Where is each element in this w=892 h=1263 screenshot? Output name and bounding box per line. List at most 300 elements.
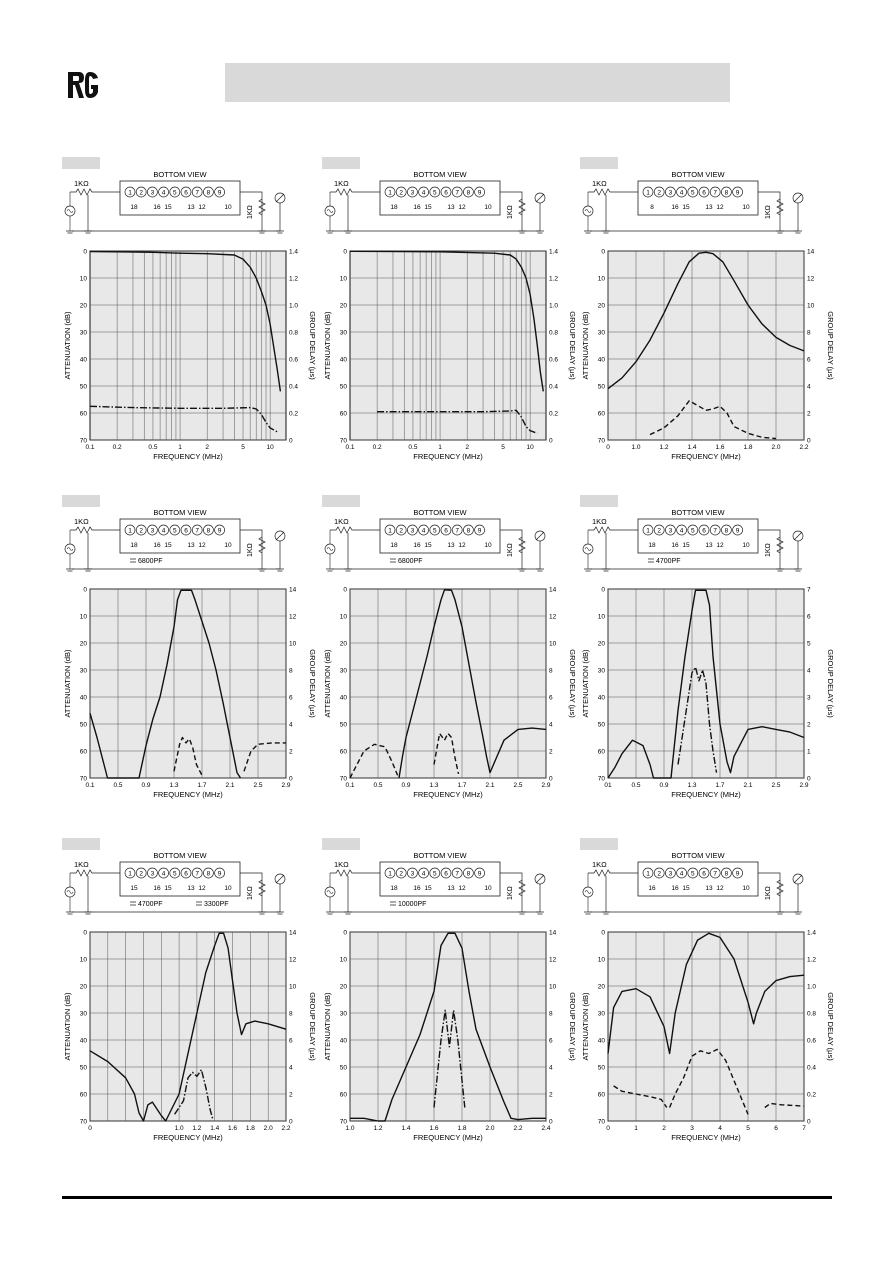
ground-icon [602, 569, 610, 571]
ground-icon [518, 569, 526, 571]
y-tick-label: 30 [339, 667, 347, 675]
ground-icon [276, 912, 284, 914]
pin-label: 10 [484, 204, 492, 211]
y-tick-label: 50 [339, 383, 347, 391]
chart-panel [322, 838, 577, 1158]
x-tick-label: 10 [266, 444, 274, 451]
x-tick-label: 0.5 [373, 782, 383, 789]
y-tick-label: 0 [83, 248, 87, 256]
y-tick-label: 60 [339, 410, 347, 418]
ground-icon [326, 912, 334, 914]
x-tick-label: 2.0 [485, 1125, 495, 1132]
chart-svg [322, 495, 584, 815]
pin-label: 1 [388, 870, 392, 878]
x-tick-label: 1.4 [401, 1125, 411, 1132]
y-tick-label: 60 [597, 410, 605, 418]
y-tick-label: 40 [597, 1037, 605, 1045]
y-tick-label: 70 [597, 775, 605, 783]
y-tick-label: 0 [343, 929, 347, 937]
y-tick-label: 10 [597, 613, 605, 621]
pin-label: 3 [410, 189, 415, 197]
y-tick-label: 70 [597, 437, 605, 445]
y-tick-label: 70 [79, 1118, 87, 1126]
pin-label: 16 [648, 885, 656, 892]
output-resistor-label: 1KΩ [247, 205, 254, 219]
filter-body [120, 519, 240, 553]
y-tick-label: 30 [79, 667, 87, 675]
x-tick-label: 1.7 [457, 782, 467, 789]
x-axis-label: FREQUENCY (MHz) [413, 1133, 483, 1142]
bottom-view-label: BOTTOM VIEW [413, 508, 467, 517]
pin-label: 16 [413, 542, 421, 549]
ground-icon [84, 231, 92, 233]
x-tick-label: 1 [634, 1125, 638, 1132]
y2-tick-label: 2 [289, 748, 293, 756]
x-tick-label: 7 [802, 1125, 806, 1132]
x-tick-label: 2.9 [799, 782, 809, 789]
chart-panel [580, 838, 835, 1158]
pin-label: 8 [206, 527, 211, 535]
x-axis-label: FREQUENCY (MHz) [671, 452, 741, 461]
y-tick-label: 0 [343, 586, 347, 594]
chart-svg [62, 157, 324, 477]
y2-tick-label: 12 [289, 613, 297, 621]
y-tick-label: 10 [79, 613, 87, 621]
y-tick-label: 0 [601, 248, 605, 256]
x-tick-label: 1.0 [174, 1125, 184, 1132]
x-tick-label: 6 [774, 1125, 778, 1132]
pin-label: 9 [735, 870, 740, 878]
y2-tick-label: 10 [807, 302, 815, 310]
y2-tick-label: 0.2 [289, 410, 299, 418]
chart-svg [62, 495, 324, 815]
ground-icon [326, 569, 334, 571]
y2-tick-label: 10 [289, 640, 297, 648]
y2-axis-label: GROUP DELAY (μs) [568, 311, 577, 380]
y-tick-label: 0 [601, 586, 605, 594]
input-resistor-label: 1KΩ [74, 179, 89, 188]
pin-label: 8 [206, 870, 211, 878]
pin-label: 12 [716, 542, 724, 549]
x-tick-label: 0.5 [408, 444, 418, 451]
y-tick-label: 50 [597, 1064, 605, 1072]
output-resistor-label: 1KΩ [765, 886, 772, 900]
capacitor-icon [130, 902, 136, 905]
y2-tick-label: 4 [289, 721, 293, 729]
pin-label: 3 [668, 189, 673, 197]
x-tick-label: 10 [526, 444, 534, 451]
y-tick-label: 40 [79, 1037, 87, 1045]
capacitor-icon [130, 559, 136, 562]
pin-label: 3 [150, 527, 155, 535]
pin-label: 10 [484, 885, 492, 892]
capacitor-label: 10000PF [398, 901, 427, 908]
y2-tick-label: 2 [807, 721, 811, 729]
capacitor-label: 4700PF [138, 901, 163, 908]
y2-axis-label: GROUP DELAY (μs) [568, 649, 577, 718]
x-tick-label: 3 [690, 1125, 694, 1132]
ground-icon [794, 912, 802, 914]
pin-label: 9 [477, 870, 482, 878]
x-tick-label: 5 [241, 444, 245, 451]
input-resistor-label: 1KΩ [592, 860, 607, 869]
y-tick-label: 60 [597, 748, 605, 756]
y-tick-label: 10 [597, 275, 605, 283]
pin-label: 4 [161, 527, 166, 535]
y-axis-label: ATTENUATION (dB) [63, 311, 72, 380]
pin-label: 16 [413, 885, 421, 892]
pin-label: 12 [198, 204, 206, 211]
pin-label: 9 [217, 870, 222, 878]
x-axis-label: FREQUENCY (MHz) [413, 452, 483, 461]
x-tick-label: 2.5 [513, 782, 523, 789]
input-resistor [330, 527, 370, 533]
x-tick-label: 2.0 [771, 444, 781, 451]
pin-label: 7 [713, 189, 718, 197]
pin-label: 1 [388, 189, 392, 197]
x-tick-label: 2.5 [253, 782, 263, 789]
y2-tick-label: 8 [549, 1010, 553, 1018]
y2-tick-label: 2 [289, 1091, 293, 1099]
y2-tick-label: 12 [807, 275, 815, 283]
y-tick-label: 10 [339, 275, 347, 283]
pin-label: 18 [130, 204, 138, 211]
pin-label: 3 [410, 870, 415, 878]
pin-label: 15 [682, 204, 690, 211]
x-tick-label: 2.2 [513, 1125, 523, 1132]
chart-panel [580, 157, 835, 477]
y2-tick-label: 2 [549, 748, 553, 756]
chart-panel [62, 838, 317, 1158]
pin-label: 4 [161, 870, 166, 878]
ground-icon [326, 231, 334, 233]
y2-tick-label: 14 [289, 586, 297, 594]
y-tick-label: 30 [597, 1010, 605, 1018]
y2-tick-label: 1.0 [807, 983, 817, 991]
plot-area [90, 932, 286, 1121]
pin-label: 5 [690, 189, 695, 197]
y2-tick-label: 6 [807, 613, 811, 621]
y2-tick-label: 8 [549, 667, 553, 675]
pin-label: 4 [421, 189, 426, 197]
pin-label: 18 [648, 542, 656, 549]
ground-icon [794, 569, 802, 571]
y-tick-label: 60 [339, 748, 347, 756]
x-tick-label: 1.6 [715, 444, 725, 451]
x-tick-label: 1.4 [210, 1125, 220, 1132]
pin-label: 15 [130, 885, 138, 892]
pin-label: 5 [690, 527, 695, 535]
y-tick-label: 50 [597, 721, 605, 729]
pin-label: 13 [187, 204, 195, 211]
input-resistor [330, 870, 370, 876]
pin-label: 9 [217, 189, 222, 197]
bottom-view-label: BOTTOM VIEW [153, 851, 207, 860]
x-tick-label: 1.2 [192, 1125, 202, 1132]
y-axis-label: ATTENUATION (dB) [323, 649, 332, 718]
y-tick-label: 60 [79, 1091, 87, 1099]
y2-tick-label: 6 [549, 1037, 553, 1045]
y2-tick-label: 0 [289, 775, 293, 783]
y-tick-label: 20 [597, 302, 605, 310]
input-resistor-label: 1KΩ [334, 517, 349, 526]
ground-icon [794, 231, 802, 233]
rg-logo-icon [66, 70, 100, 100]
y2-tick-label: 12 [549, 956, 557, 964]
chart-svg [62, 838, 324, 1158]
pin-label: 4 [679, 527, 684, 535]
pin-label: 7 [713, 527, 718, 535]
y2-tick-label: 4 [549, 1064, 553, 1072]
ground-icon [584, 569, 592, 571]
y2-tick-label: 4 [807, 667, 811, 675]
output-resistor-label: 1KΩ [507, 205, 514, 219]
pin-label: 2 [139, 527, 144, 535]
y2-tick-label: 0 [289, 437, 293, 445]
input-resistor-label: 1KΩ [74, 860, 89, 869]
output-resistor-label: 1KΩ [765, 543, 772, 557]
ground-icon [536, 569, 544, 571]
y-tick-label: 30 [339, 1010, 347, 1018]
input-resistor [588, 527, 628, 533]
y-tick-label: 20 [597, 983, 605, 991]
chart-svg [322, 838, 584, 1158]
y-tick-label: 10 [339, 956, 347, 964]
x-tick-label: 2.2 [799, 444, 809, 451]
y2-tick-label: 8 [289, 667, 293, 675]
chart-panel [322, 157, 577, 477]
pin-label: 16 [153, 204, 161, 211]
y2-tick-label: 1.4 [549, 248, 559, 256]
y2-tick-label: 0.4 [549, 383, 559, 391]
y-axis-label: ATTENUATION (dB) [323, 311, 332, 380]
pin-label: 5 [690, 870, 695, 878]
pin-label: 10 [224, 542, 232, 549]
y-axis-label: ATTENUATION (dB) [581, 992, 590, 1061]
capacitor-label: 6800PF [398, 558, 423, 565]
y-tick-label: 0 [601, 929, 605, 937]
y2-tick-label: 1.0 [549, 302, 559, 310]
y-axis-label: ATTENUATION (dB) [63, 992, 72, 1061]
pin-label: 3 [668, 870, 673, 878]
bottom-view-label: BOTTOM VIEW [153, 170, 207, 179]
y2-axis-label: GROUP DELAY (μs) [308, 992, 317, 1061]
y-tick-label: 50 [339, 1064, 347, 1072]
plot-area [90, 589, 286, 778]
y-tick-label: 10 [597, 956, 605, 964]
ground-icon [518, 231, 526, 233]
pin-label: 9 [735, 189, 740, 197]
y2-tick-label: 10 [549, 640, 557, 648]
y-tick-label: 60 [339, 1091, 347, 1099]
x-tick-label: 0.5 [113, 782, 123, 789]
x-tick-label: 0.1 [345, 444, 355, 451]
y2-tick-label: 8 [289, 1010, 293, 1018]
pin-label: 16 [153, 885, 161, 892]
pin-label: 18 [390, 542, 398, 549]
pin-label: 5 [432, 527, 437, 535]
pin-label: 15 [424, 542, 432, 549]
y2-tick-label: 0.2 [549, 410, 559, 418]
pin-label: 3 [668, 527, 673, 535]
y2-tick-label: 6 [807, 356, 811, 364]
x-tick-label: 1.2 [659, 444, 669, 451]
chart-panel [62, 157, 317, 477]
y2-tick-label: 0 [807, 1118, 811, 1126]
y-tick-label: 70 [79, 437, 87, 445]
ground-icon [536, 231, 544, 233]
pin-label: 1 [646, 870, 650, 878]
pin-label: 8 [206, 189, 211, 197]
x-tick-label: 2.0 [263, 1125, 273, 1132]
pin-label: 9 [217, 527, 222, 535]
pin-label: 15 [424, 885, 432, 892]
pin-label: 13 [447, 204, 455, 211]
pin-label: 12 [198, 542, 206, 549]
input-resistor-label: 1KΩ [334, 860, 349, 869]
y2-tick-label: 1 [807, 748, 811, 756]
y2-tick-label: 0 [549, 1118, 553, 1126]
pin-label: 3 [150, 870, 155, 878]
capacitor-label: 4700PF [656, 558, 681, 565]
y2-tick-label: 12 [549, 613, 557, 621]
y2-tick-label: 1.0 [289, 302, 299, 310]
pin-label: 3 [410, 527, 415, 535]
x-tick-label: 1.0 [345, 1125, 355, 1132]
pin-label: 9 [477, 189, 482, 197]
x-tick-label: 1.4 [687, 444, 697, 451]
y-tick-label: 30 [79, 329, 87, 337]
ground-icon [344, 231, 352, 233]
bottom-view-label: BOTTOM VIEW [671, 170, 725, 179]
pin-label: 12 [198, 885, 206, 892]
output-resistor-label: 1KΩ [765, 205, 772, 219]
y-axis-label: ATTENUATION (dB) [63, 649, 72, 718]
y2-tick-label: 14 [549, 586, 557, 594]
y-axis-label: ATTENUATION (dB) [581, 311, 590, 380]
pin-label: 16 [153, 542, 161, 549]
y2-tick-label: 0 [549, 437, 553, 445]
y-tick-label: 20 [339, 302, 347, 310]
ground-icon [84, 912, 92, 914]
pin-label: 7 [195, 189, 200, 197]
capacitor-icon [648, 559, 654, 562]
x-axis-label: FREQUENCY (MHz) [413, 790, 483, 799]
pin-label: 16 [671, 542, 679, 549]
chart-panel [62, 495, 317, 815]
x-axis-label: FREQUENCY (MHz) [153, 790, 223, 799]
y2-tick-label: 5 [807, 640, 811, 648]
y2-tick-label: 1.2 [549, 275, 559, 283]
capacitor-icon [390, 559, 396, 562]
pin-label: 13 [705, 885, 713, 892]
filter-body [380, 181, 500, 215]
x-tick-label: 1.0 [631, 444, 641, 451]
ground-icon [584, 231, 592, 233]
ground-icon [776, 231, 784, 233]
x-tick-label: 0.1 [345, 782, 355, 789]
y-tick-label: 0 [83, 586, 87, 594]
x-tick-label: 1.3 [687, 782, 697, 789]
output-resistor-label: 1KΩ [507, 886, 514, 900]
pin-label: 9 [735, 527, 740, 535]
bottom-view-label: BOTTOM VIEW [671, 851, 725, 860]
filter-body [638, 862, 758, 896]
y-tick-label: 50 [79, 383, 87, 391]
pin-label: 7 [455, 527, 460, 535]
y2-axis-label: GROUP DELAY (μs) [308, 649, 317, 718]
bottom-view-label: BOTTOM VIEW [671, 508, 725, 517]
pin-label: 15 [682, 542, 690, 549]
x-axis-label: FREQUENCY (MHz) [153, 452, 223, 461]
chart-svg [580, 838, 842, 1158]
input-resistor [70, 189, 110, 195]
x-tick-label: 1.8 [743, 444, 753, 451]
x-tick-label: 0 [606, 444, 610, 451]
y-tick-label: 30 [79, 1010, 87, 1018]
pin-label: 2 [399, 189, 404, 197]
x-tick-label: 2.1 [743, 782, 753, 789]
ground-icon [344, 569, 352, 571]
pin-label: 8 [466, 189, 471, 197]
y-tick-label: 0 [83, 929, 87, 937]
chart-panel [580, 495, 835, 815]
y-tick-label: 20 [597, 640, 605, 648]
pin-label: 10 [742, 885, 750, 892]
pin-label: 1 [388, 527, 392, 535]
y-tick-label: 70 [597, 1118, 605, 1126]
ground-icon [518, 912, 526, 914]
x-tick-label: 0.9 [659, 782, 669, 789]
pin-label: 13 [187, 542, 195, 549]
y2-tick-label: 1.4 [807, 929, 817, 937]
ground-icon [84, 569, 92, 571]
pin-label: 18 [390, 885, 398, 892]
output-resistor-label: 1KΩ [247, 886, 254, 900]
chart-svg [580, 157, 842, 477]
y2-tick-label: 14 [807, 248, 815, 256]
pin-label: 5 [432, 189, 437, 197]
pin-label: 6 [184, 870, 188, 878]
filter-body [120, 862, 240, 896]
pin-label: 2 [399, 870, 404, 878]
y2-tick-label: 6 [549, 694, 553, 702]
pin-label: 18 [390, 204, 398, 211]
pin-label: 6 [184, 189, 188, 197]
ground-icon [66, 231, 74, 233]
pin-label: 7 [713, 870, 718, 878]
x-tick-label: 1 [438, 444, 442, 451]
plot-area [350, 932, 546, 1121]
y2-tick-label: 6 [289, 1037, 293, 1045]
ground-icon [776, 569, 784, 571]
pin-label: 8 [466, 527, 471, 535]
y-tick-label: 70 [339, 437, 347, 445]
x-tick-label: 1.7 [197, 782, 207, 789]
filter-body [638, 181, 758, 215]
pin-label: 16 [413, 204, 421, 211]
ground-icon [258, 569, 266, 571]
input-resistor [588, 189, 628, 195]
pin-label: 1 [646, 189, 650, 197]
y-tick-label: 50 [79, 721, 87, 729]
x-tick-label: 1.8 [457, 1125, 467, 1132]
y-tick-label: 70 [79, 775, 87, 783]
capacitor-icon [390, 902, 396, 905]
y2-tick-label: 12 [289, 956, 297, 964]
pin-label: 6 [184, 527, 188, 535]
x-tick-label: 0 [606, 1125, 610, 1132]
